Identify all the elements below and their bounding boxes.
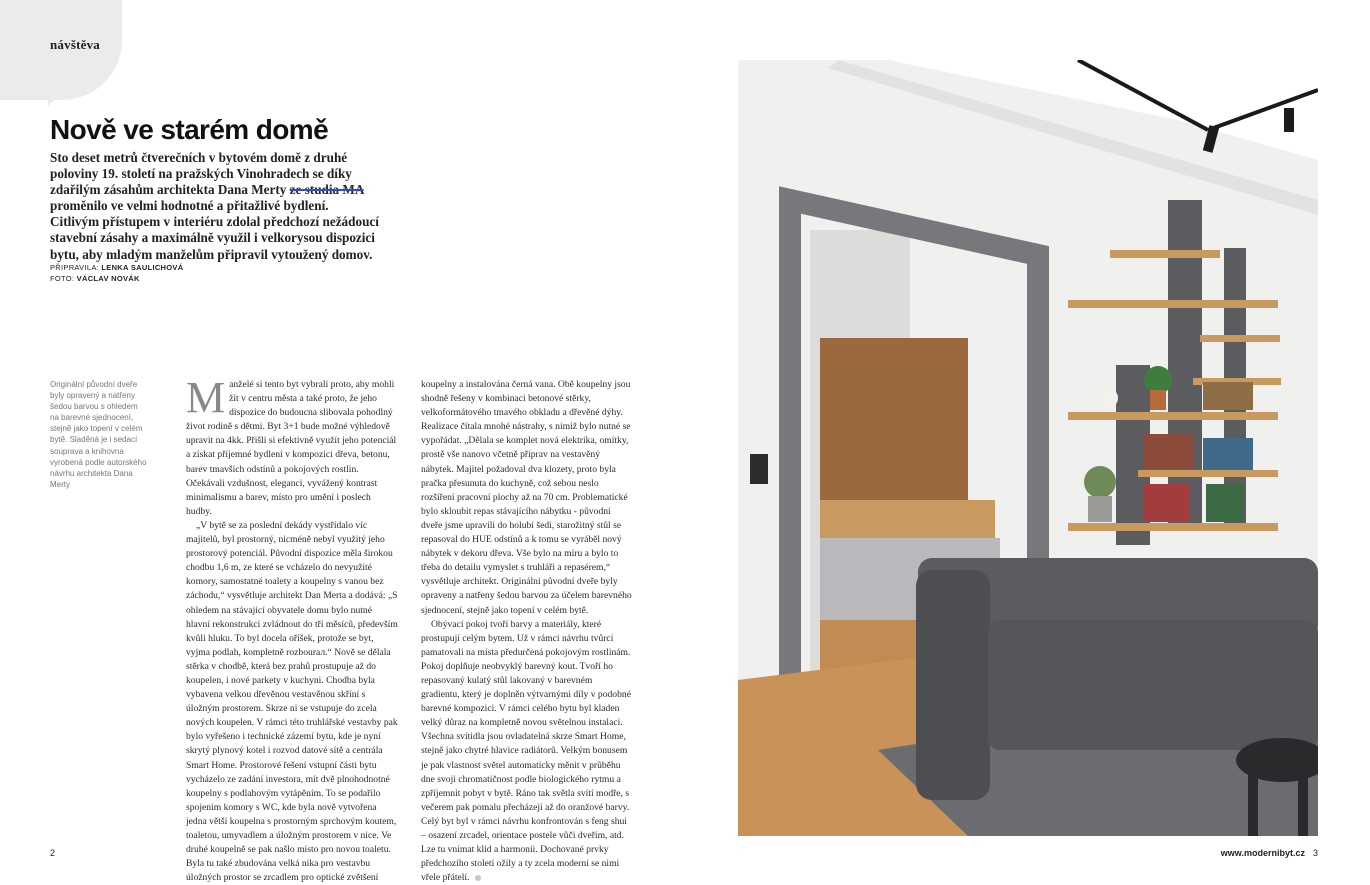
plant-pot (1088, 496, 1112, 522)
credit-prepared-name: LENKA SAULICHOVÁ (101, 263, 184, 272)
credit-photo-label: FOTO: (50, 274, 75, 283)
body-paragraph-text: Obývací pokoj tvoří barvy a materiály, které prostupují celým bytem. Už v rámci návrhu tvůrci pamatovali na místa předurčená pokojovým rostlinám. Pokoj doplňuje neobvyklý barevný kout. Tvoří ho repasovaný kulatý stůl lakovaný v barevném gradientu, který je doplněn výtvarnými díly v podobné barevné kompozici. V rámci celého bytu byl kladen velký důraz na kompletně novou světelnou instalaci. Všechna svítidla jsou ovladatelná skrze Smart Home, stejně jako chytré hlavice radiátorů. Velkým bonusem je pak vlastnost světel automaticky měnit v průběhu dne svoji chromatičnost podle biologického rytmu a zpříjemnit pobyt v bytě. Ráno tak světla svítí modře, s večerem pak pomalu přecházejí až do oranžové barvy. Celý byt byl v rámci návrhu konfrontován s feng shui – osazení zrcadel, orientace postele vůči dveřím, atd. Lze tu vnímat klid a harmonii. Dochované prvky předchozího století ožily a ty zcela moderní se nimi vřele přátelí. (421, 618, 631, 884)
section-label: návštěva (50, 37, 100, 52)
books (1143, 434, 1193, 470)
article-credits (50, 262, 183, 284)
page-number-right: 3 (1312, 848, 1318, 858)
speech-tail-decoration (48, 80, 76, 106)
interior-photo-illustration (738, 60, 1318, 836)
plant-pot (1150, 390, 1166, 410)
wooden-shelf (1068, 523, 1278, 531)
lead-struck-text: ze studia MA (289, 182, 364, 198)
page-footer-right (1221, 848, 1318, 858)
article-title: Nově ve starém domě (50, 114, 329, 145)
potted-plant (1144, 366, 1172, 394)
lead-text-start: Sto deset metrů čtverečních v bytovém domě z druhé poloviny 19. století na pražských Vinohradech se díky zdařilým zásahům architekta Dana Merty (50, 150, 352, 198)
magazine-url: www.modernibyt.cz (1220, 848, 1305, 858)
track-spotlight (1284, 108, 1294, 132)
interior-photo (738, 60, 1318, 836)
bedroom-wood-slats (820, 338, 968, 500)
body-paragraph-text: anželé si tento byt vybrali proto, aby mohli žít v centru města a také proto, že jeho dispozice do budoucna slibovala pohodlný život rodině s dětmi. Byt 3+1 bude možné výhledově upravit na 4kk. Přišli si efektivně využít jeho potenciál a získat příjemné bydlení v kompozici dřeva, betonu, barev tmavších odstínů a pokojových rostlin. Očekávali vzdušnost, eleganci, vyvážený kontrast minimalismu a barev, místo pro umění i poslech hudby. (186, 379, 397, 517)
body-column-1 (186, 373, 398, 885)
bed-headboard (820, 500, 995, 538)
shelf-upright (1168, 200, 1202, 530)
stool-leg (1248, 768, 1258, 836)
body-paragraph: koupelny a instalována černá vana. Obě koupelny jsou shodně řešeny v kombinaci betonové stěrky, velkoformátového tmavého obkladu a dřevěné dýhy. Realizace čítala mnohé nástrahy, s nimiž bylo nutné se vypořádat. „Dělala se komplet nová elektrika, omítky, prostě vše nanovo včetně příprav na vestavěný nábytek. Majitel požadoval dva klozety, proto byla pračka přesunuta do kuchyně, což sebou neslo rozšíření pracovní plochy až na 70 cm. Problematické bylo skloubit repas stávajícího nábytku - původní dveře jsme upravili do holubí šedi, starožitný stůl se repasoval do HUE odstínů a k tomu se vyráběl nový nábytek v dekoru dřeva. Vše bylo na míru a bylo to třeba do detailu vymyslet s truhláři a repasérem,“ vysvětluje architekt. Originální původní dveře byly opraveny a natřeny šedou barvou za účelem barevného sjednocení, stejně jako topení v celém bytě. (421, 379, 632, 616)
sofa-seat (988, 620, 1318, 750)
end-mark-icon (475, 875, 481, 881)
cactus-plant (1084, 466, 1116, 498)
article-lead (50, 150, 380, 263)
body-paragraph (186, 373, 398, 519)
books (1144, 484, 1190, 522)
books (1206, 484, 1244, 522)
wall-switch (750, 454, 768, 484)
wooden-shelf (1068, 300, 1278, 308)
credit-prepared (50, 262, 183, 273)
vase (1098, 388, 1118, 408)
body-column-2 (421, 378, 633, 885)
sofa-arm (916, 570, 990, 800)
wooden-shelf (1110, 250, 1220, 258)
credit-photo-name: VÁCLAV NOVÁK (76, 274, 140, 283)
drop-cap: M (186, 373, 226, 422)
page-number-left: 2 (50, 848, 56, 858)
books (1203, 382, 1253, 410)
wooden-shelf (1068, 412, 1278, 420)
body-paragraph (421, 618, 633, 885)
credit-prepared-label: PŘIPRAVILA: (50, 263, 100, 272)
wooden-shelf (1138, 470, 1278, 477)
credit-photo (50, 273, 183, 284)
body-paragraph: „V bytě se za poslední dekády vystřídalo víc majitelů, byl prostorný, nicméně nebyl využitý jeho prostorový potenciál. Původní dispozice měla širokou chodbu 1,6 m, ze které se vcházelo do nevyužité komory, samostatné toalety a koupelny s vanou bez záchodu,“ vysvětluje architekt Dan Merta a dodává: „S ohledem na stávající obyvatele domu bylo nutné hlavní rekonstrukci zvládnout do tří měsíců, především kvůli hluku. To byl docela oříšek, protože se byt, vyjma podlah, kompletně rozbourал.“ Nově se dělala stěrka v chodbě, která bez prahů prostupuje až do koupelen, i nové parkety v kuchyni. Chodba byla vybavena velkou dřevěnou vestavěnou skříní s úložným prostorem. Skrze ni se vstupuje do zcela nových koupelen. V rámci této truhlářské vestavby pak bylo vyřešeno i technické zázemí bytu, kde je nyní skrytý plynový kotel i rozvod datové sítě a centrála Smart Home. Prostorové řešení vstupní části bytu vycházelo ze zadání investora, mít dvě plnohodnotné koupelny s podlahovým vytápěním. To se podařilo spojením komory s WC, kde byla nově vytvořena jedna větší koupelna s prostorným sprchovým koutem, toaletou, umyvadlem a úložným prostorem v nice. Ve druhé koupelně se pak našlo místo pro novou toaletu. Byla tu také zbudována velká nika pro vestavbu úložných prostor se zrcadlem pro optické zvětšení (186, 519, 398, 884)
lead-text-end: proměnilo ve velmi hodnotné a přitažlivé bydlení. Citlivým přístupem v interiéru zdolal předchozí nežádoucí stavební zásahy a maximálně využil i velkorysou dispozici bytu, aby mladým manželům připravil vytoužený domov. (50, 198, 379, 262)
wooden-shelf (1200, 335, 1280, 342)
photo-caption: Originální původní dveře byly opravený a natřeny šedou barvou s ohledem na barevné sjednocení, stejně jako topení v celém bytě. Sladěná je i sedací souprava a knihovna vyrobená podle autorského návrhu architekta Dana Merty (50, 380, 147, 489)
stool-leg (1298, 768, 1308, 836)
books (1203, 438, 1253, 470)
